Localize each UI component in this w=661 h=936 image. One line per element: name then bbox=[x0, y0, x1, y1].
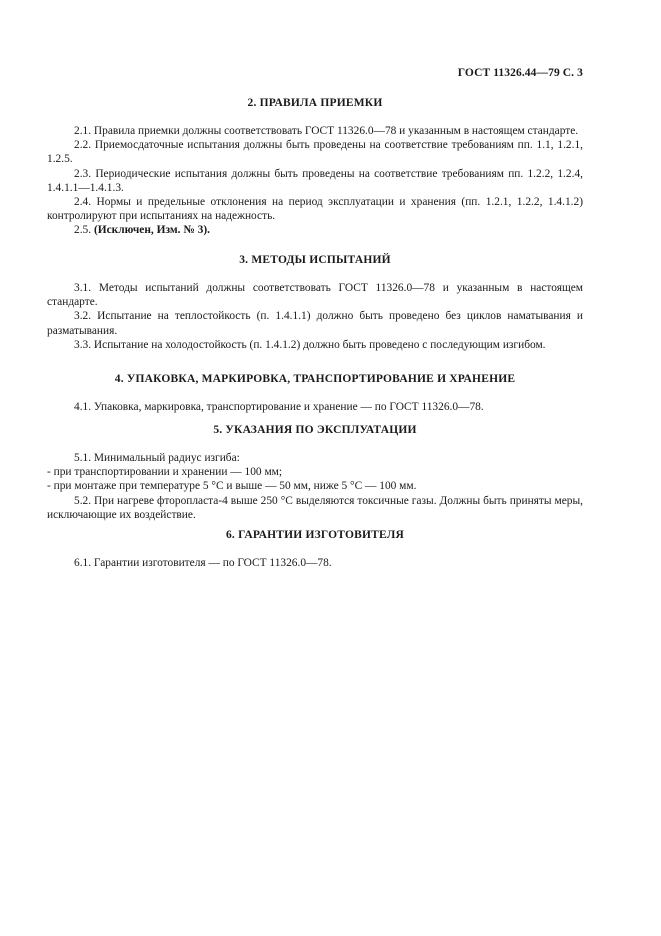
paragraph: 5.1. Минимальный радиус изгиба: bbox=[74, 452, 240, 464]
paragraph: 3.3. Испытание на холодостойкость (п. 1.4.1.2) должно быть проведено с последующим изгибом. bbox=[74, 338, 546, 351]
paragraph: 2.3. Периодические испытания должны быть проведены на соответствие требованиям пп. 1.2.2, 1.2.4, 1.4.1.1—1.4.1.3. bbox=[47, 167, 583, 194]
paragraph: 3.1. Методы испытаний должны соответствовать ГОСТ 11326.0—78 и указанным в настоящем стандарте. bbox=[47, 282, 583, 309]
section-operation bbox=[47, 423, 583, 522]
excluded-note: (Исключен, Изм. № 3). bbox=[93, 224, 210, 237]
section-heading: 4. УПАКОВКА, МАРКИРОВКА, ТРАНСПОРТИРОВАНИЕ И ХРАНЕНИЕ bbox=[114, 373, 516, 385]
paragraph: 6.1. Гарантии изготовителя — по ГОСТ 11326.0—78. bbox=[74, 557, 332, 569]
section-heading: 3. МЕТОДЫ ИСПЫТАНИЙ bbox=[239, 254, 391, 266]
paragraph: 3.2. Испытание на теплостойкость (п. 1.4.1.1) должно быть проведено без циклов наматывания и разматывания. bbox=[47, 310, 583, 337]
list-item: - при транспортировании и хранении — 100 мм; bbox=[47, 466, 283, 479]
section-acceptance-rules bbox=[47, 96, 583, 238]
section-heading: 6. ГАРАНТИИ ИЗГОТОВИТЕЛЯ bbox=[225, 529, 405, 541]
paragraph-number: 2.5. bbox=[74, 224, 92, 237]
paragraph: 5.2. При нагреве фторопласта-4 выше 250 °С выделяются токсичные газы. Должны быть приняты меры, исключающие их воздействие. bbox=[47, 494, 583, 521]
paragraph-excluded bbox=[47, 223, 583, 237]
paragraph: 2.2. Приемосдаточные испытания должны быть проведены на соответствие требованиям пп. 1.1, 1.2.1, 1.2.5. bbox=[47, 139, 583, 166]
list-item: - при монтаже при температуре 5 °С и выше — 50 мм, ниже 5 °С — 100 мм. bbox=[47, 480, 417, 493]
section-packaging bbox=[47, 372, 583, 414]
running-head: ГОСТ 11326.44—79 С. 3 bbox=[457, 67, 583, 79]
paragraph: 2.1. Правила приемки должны соответствовать ГОСТ 11326.0—78 и указанным в настоящем стандарте. bbox=[74, 125, 579, 137]
section-heading: 2. ПРАВИЛА ПРИЕМКИ bbox=[247, 97, 383, 109]
paragraph: 4.1. Упаковка, маркировка, транспортирование и хранение — по ГОСТ 11326.0—78. bbox=[74, 401, 484, 413]
paragraph: 2.4. Нормы и предельные отклонения на период эксплуатации и хранения (пп. 1.2.1, 1.2.2, 1.4.1.2) контролируют при испытаниях на надежность. bbox=[47, 196, 583, 223]
section-test-methods bbox=[47, 253, 583, 352]
section-warranty bbox=[47, 528, 583, 570]
section-heading: 5. УКАЗАНИЯ ПО ЭКСПЛУАТАЦИИ bbox=[213, 424, 417, 436]
